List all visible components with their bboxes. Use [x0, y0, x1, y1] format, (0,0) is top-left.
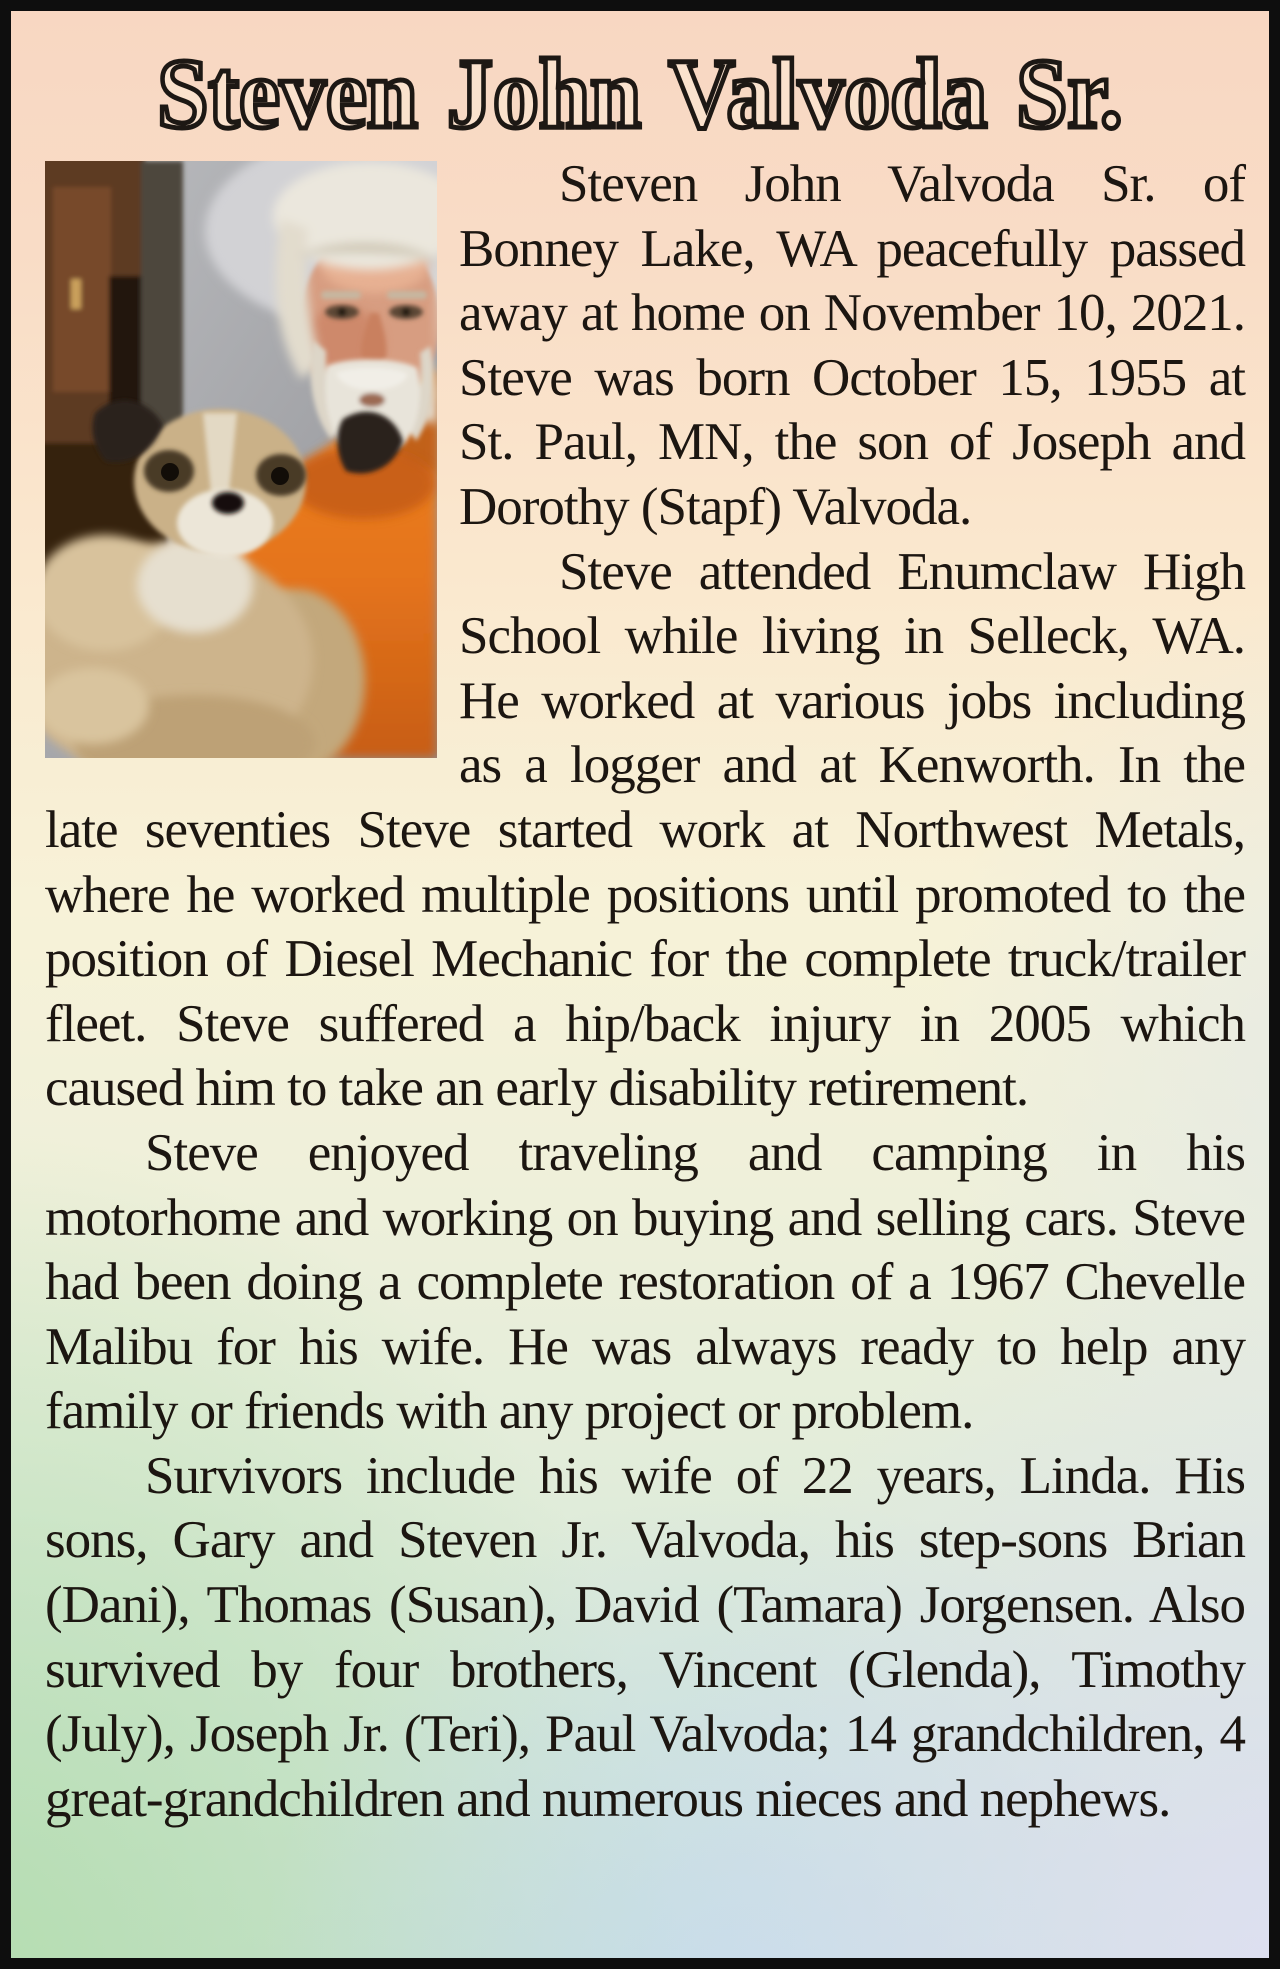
portrait-photo-illustration [45, 161, 437, 758]
obituary-body [11, 142, 1269, 1831]
obituary-paragraph-3: Steve enjoyed traveling and camping in his motorhome and working on buying and selling cars. Steve had been doing a complete restoration of a 1967 Chevelle Malibu for his wife. He was always ready to help any family or friends with any project or problem. [45, 1123, 1245, 1441]
obituary-title: Steven John Valvoda Sr. [157, 38, 1123, 149]
obituary-paragraph-1: Steven John Valvoda Sr. of Bonney Lake, WA peacefully passed away at home on November 10, 2021. Steve was born October 15, 1955 at St. Paul, MN, the son of Joseph and Dorothy (Stapf) Valvoda. [459, 155, 1245, 536]
title-area [11, 11, 1269, 149]
obituary-paragraph-2: Steve attended Enumclaw High School while living in Selleck, WA. He worked at various jobs including as a logger and at Kenworth. In the late seventies Steve started work at Northwest Metals, where he worked multiple positions until promoted to the position of Diesel Mechanic for the complete truck/trailer fleet. Steve suffered a hip/back injury in 2005 which caused him to take an early disability retirement. [45, 542, 1245, 1118]
obituary-paragraph-4: Survivors include his wife of 22 years, Linda. His sons, Gary and Steven Jr. Valvoda, his step-sons Brian (Dani), Thomas (Susan), David (Tamara) Jorgensen. Also survived by four brothers, Vincent (Glenda), Timothy (July), Joseph Jr. (Teri), Paul Valvoda; 14 grandchildren, 4 great-grandchildren and numerous nieces and nephews. [45, 1446, 1245, 1828]
portrait-photo [45, 161, 437, 758]
